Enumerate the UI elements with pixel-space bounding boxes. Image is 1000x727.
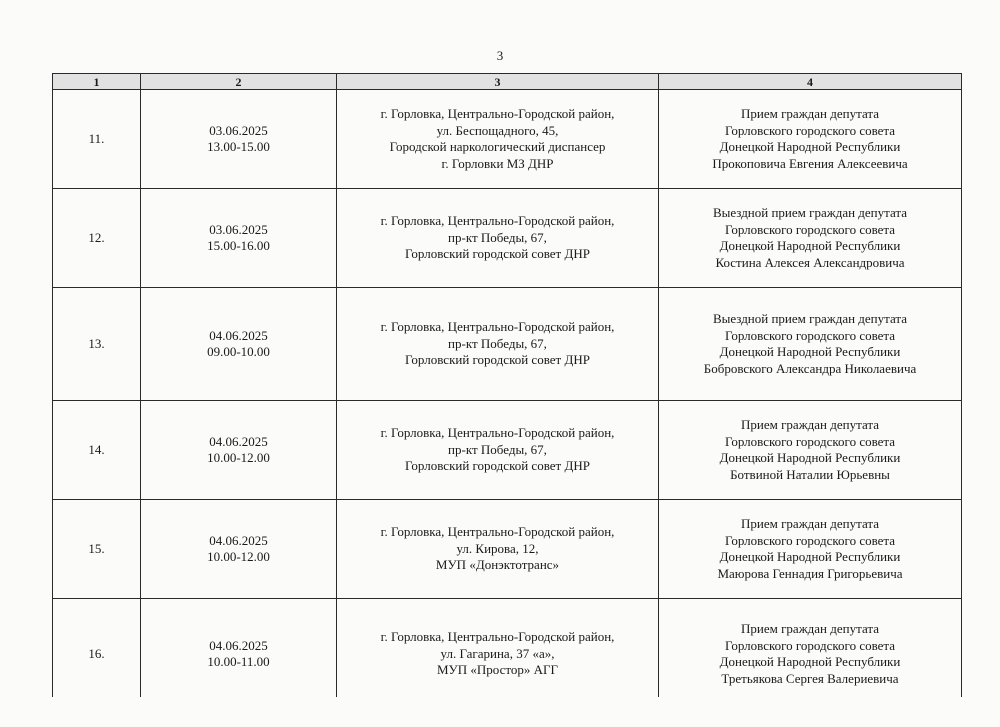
row-event: Прием граждан депутата Горловского городского совета Донецкой Народной Республики Маюрова Геннадия Григорьевича	[659, 500, 962, 599]
row-datetime: 03.06.2025 15.00-16.00	[141, 189, 337, 288]
row-number: 14.	[53, 401, 141, 500]
page-number: 3	[496, 48, 504, 63]
page-bottom-edge	[0, 697, 1000, 727]
row-place: г. Горловка, Центрально-Городской район, пр-кт Победы, 67, Горловский городской совет ДНР	[337, 401, 659, 500]
table-row	[53, 288, 962, 401]
row-event: Прием граждан депутата Горловского городского совета Донецкой Народной Республики Прокоповича Евгения Алексеевича	[659, 90, 962, 189]
row-number: 12.	[53, 189, 141, 288]
row-datetime: 04.06.2025 09.00-10.00	[141, 288, 337, 401]
table-row	[53, 90, 962, 189]
table-row	[53, 189, 962, 288]
row-datetime: 04.06.2025 10.00-12.00	[141, 500, 337, 599]
row-event: Прием граждан депутата Горловского городского совета Донецкой Народной Республики Ботвиной Наталии Юрьевны	[659, 401, 962, 500]
row-event: Выездной прием граждан депутата Горловского городского совета Донецкой Народной Республики Бобровского Александра Николаевича	[659, 288, 962, 401]
row-datetime: 03.06.2025 13.00-15.00	[141, 90, 337, 189]
row-place: г. Горловка, Центрально-Городской район, ул. Гагарина, 37 «а», МУП «Простор» АГГ	[337, 599, 659, 710]
row-number: 15.	[53, 500, 141, 599]
column-header-event: 4	[659, 74, 962, 90]
row-event: Прием граждан депутата Горловского городского совета Донецкой Народной Республики Третьякова Сергея Валериевича	[659, 599, 962, 710]
row-number: 16.	[53, 599, 141, 710]
row-number: 13.	[53, 288, 141, 401]
row-place: г. Горловка, Центрально-Городской район, ул. Беспощадного, 45, Городской наркологический диспансер г. Горловки МЗ ДНР	[337, 90, 659, 189]
table-row	[53, 500, 962, 599]
row-number: 11.	[53, 90, 141, 189]
row-datetime: 04.06.2025 10.00-11.00	[141, 599, 337, 710]
row-datetime: 04.06.2025 10.00-12.00	[141, 401, 337, 500]
table-row	[53, 401, 962, 500]
table-header-row	[53, 74, 962, 90]
row-place: г. Горловка, Центрально-Городской район, пр-кт Победы, 67, Горловский городской совет ДНР	[337, 189, 659, 288]
row-place: г. Горловка, Центрально-Городской район, пр-кт Победы, 67, Горловский городской совет ДНР	[337, 288, 659, 401]
column-header-place: 3	[337, 74, 659, 90]
column-header-number: 1	[53, 74, 141, 90]
row-place: г. Горловка, Центрально-Городской район, ул. Кирова, 12, МУП «Донэктотранс»	[337, 500, 659, 599]
row-event: Выездной прием граждан депутата Горловского городского совета Донецкой Народной Республики Костина Алексея Александровича	[659, 189, 962, 288]
column-header-datetime: 2	[141, 74, 337, 90]
schedule-table	[52, 73, 962, 709]
table-row	[53, 599, 962, 710]
